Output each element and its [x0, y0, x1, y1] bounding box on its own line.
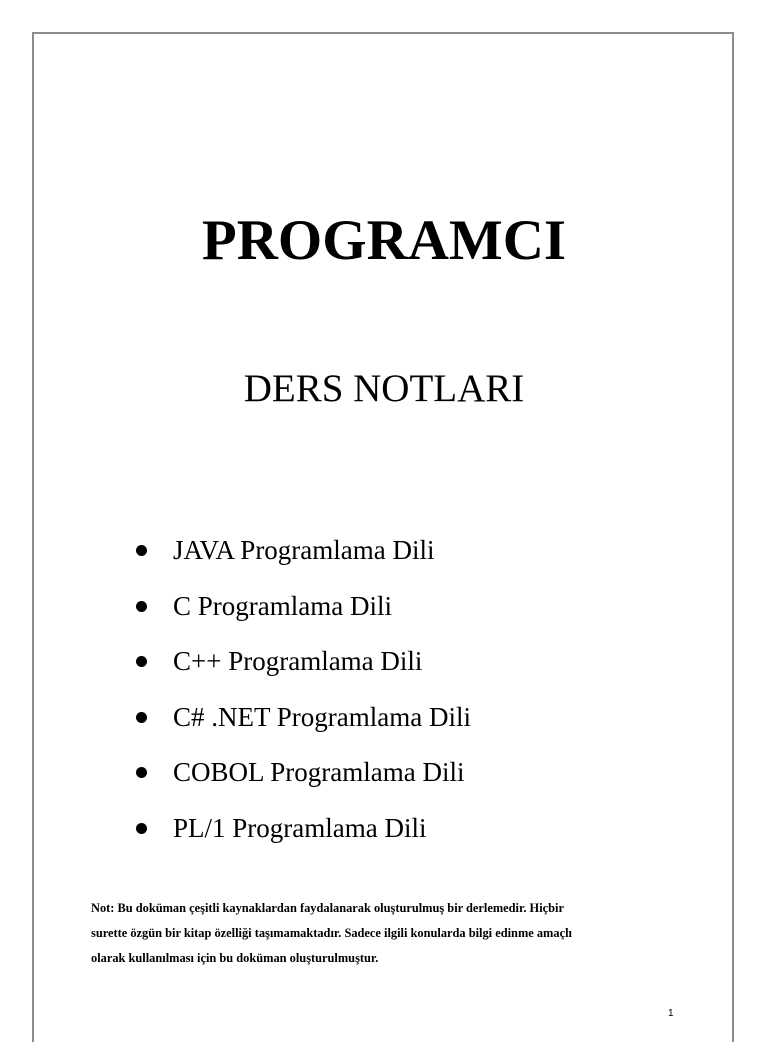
bullet-icon [136, 545, 147, 556]
note-line: surette özgün bir kitap özelliği taşımamaktadır. Sadece ilgili konularda bilgi edinme amaçlı [91, 926, 572, 940]
bullet-icon [136, 823, 147, 834]
topic-label: COBOL Programlama Dili [173, 757, 465, 788]
topic-label: PL/1 Programlama Dili [173, 812, 427, 843]
disclaimer-note [91, 896, 671, 971]
bullet-icon [136, 712, 147, 723]
document-subtitle: DERS NOTLARI [243, 367, 525, 410]
topic-label: C# .NET Programlama Dili [173, 701, 471, 732]
topic-label: C++ Programlama Dili [173, 646, 423, 677]
page-number: 1 [668, 1008, 674, 1019]
note-line: Not: Bu doküman çeşitli kaynaklardan faydalanarak oluşturulmuş bir derlemedir. Hiçbir [91, 901, 564, 915]
bullet-icon [136, 601, 147, 612]
topic-label: C Programlama Dili [173, 590, 392, 621]
note-line: olarak kullanılması için bu doküman oluşturulmuştur. [91, 951, 379, 965]
topic-label: JAVA Programlama Dili [173, 535, 435, 565]
document-title: PROGRAMCI [201, 209, 567, 272]
